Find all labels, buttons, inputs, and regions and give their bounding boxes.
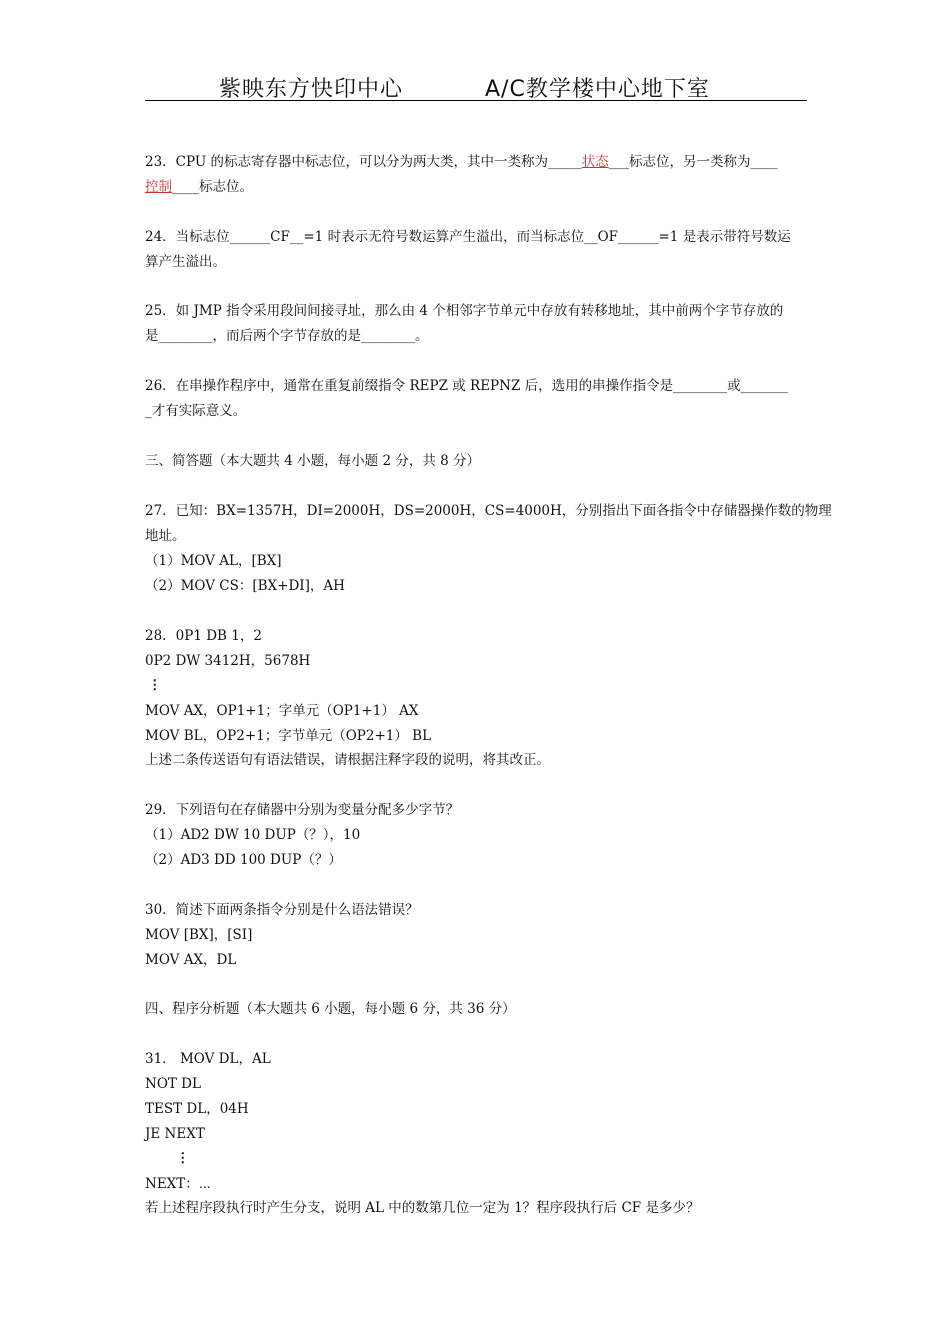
q29-item2: （2）AD3 DD 100 DUP（？） — [145, 852, 342, 868]
q28-ellipsis: ⋮ — [148, 677, 161, 693]
q28-line5: 上述二条传送语句有语法错误，请根据注释字段的说明，将其改正。 — [145, 752, 550, 768]
q28-line2: 0P2 DW 3412H，5678H — [145, 653, 311, 669]
q30-item2: MOV AX，DL — [145, 952, 237, 968]
q25-line1: 25．如 JMP 指令采用段间间接寻址，那么由 4 个相邻字节单元中存放有转移地址，其中前两个字节存放的 — [145, 303, 784, 319]
section-4-heading: 四、程序分析题（本大题共 6 小题，每小题 6 分，共 36 分） — [145, 1001, 516, 1017]
q27-line1: 27．已知：BX=1357H，DI=2000H，DS=2000H，CS=4000H，分别指出下面各指令中存储器操作数的物理 — [145, 503, 832, 519]
q31-ellipsis: ⋮ — [176, 1150, 189, 1166]
page-header — [145, 70, 807, 101]
q28-line3: MOV AX，OP1+1；字单元（OP1+1） AX — [145, 703, 419, 719]
q23-line1: 23．CPU 的标志寄存器中标志位，可以分为两大类，其中一类称为_____状态___标志位，另一类称为____ — [145, 154, 778, 170]
q24-line1: 24．当标志位______CF__=1 时表示无符号数运算产生溢出，而当标志位__OF______=1 是表示带符号数运 — [145, 229, 791, 245]
q31-line6: 若上述程序段执行时产生分支，说明 AL 中的数第几位一定为 1？程序段执行后 CF 是多少？ — [145, 1200, 700, 1216]
q31-line5: NEXT：⋯ — [145, 1176, 211, 1192]
section-3-heading: 三、简答题（本大题共 4 小题，每小题 2 分，共 8 分） — [145, 453, 481, 469]
q23-line2: 控制____标志位。 — [145, 179, 253, 195]
q31-line1: 31． MOV DL，AL — [145, 1051, 271, 1067]
q30-item1: MOV [BX]，[SI] — [145, 927, 253, 943]
q31-line4: JE NEXT — [145, 1126, 205, 1142]
q27-line2: 地址。 — [145, 528, 186, 544]
q29-item1: （1）AD2 DW 10 DUP（？），10 — [145, 827, 361, 843]
q27-item2: （2）MOV CS：[BX+DI]，AH — [145, 578, 345, 594]
q31-line3: TEST DL，04H — [145, 1101, 249, 1117]
q31-line2: NOT DL — [145, 1076, 201, 1092]
q23-answer-1: 状态 — [581, 154, 609, 170]
header-right-title: A/C教学楼中心地下室 — [485, 77, 710, 102]
q28-line4: MOV BL，OP2+1；字节单元（OP2+1） BL — [145, 728, 432, 744]
q28-line1: 28．0P1 DB 1，2 — [145, 628, 262, 644]
q27-item1: （1）MOV AL，[BX] — [145, 553, 282, 569]
q26-line2: _才有实际意义。 — [145, 403, 247, 419]
q30-line1: 30．简述下面两条指令分别是什么语法错误？ — [145, 902, 419, 918]
q23-answer-2: 控制 — [145, 179, 172, 195]
header-left-title: 紫映东方快印中心 — [219, 77, 404, 102]
q26-line1: 26．在串操作程序中，通常在重复前缀指令 REPZ 或 REPNZ 后，选用的串操作指令是________或_______ — [145, 378, 788, 394]
q25-line2: 是________，而后两个字节存放的是________。 — [145, 328, 429, 344]
q24-line2: 算产生溢出。 — [145, 254, 226, 270]
q29-line1: 29．下列语句在存储器中分别为变量分配多少字节？ — [145, 802, 460, 818]
